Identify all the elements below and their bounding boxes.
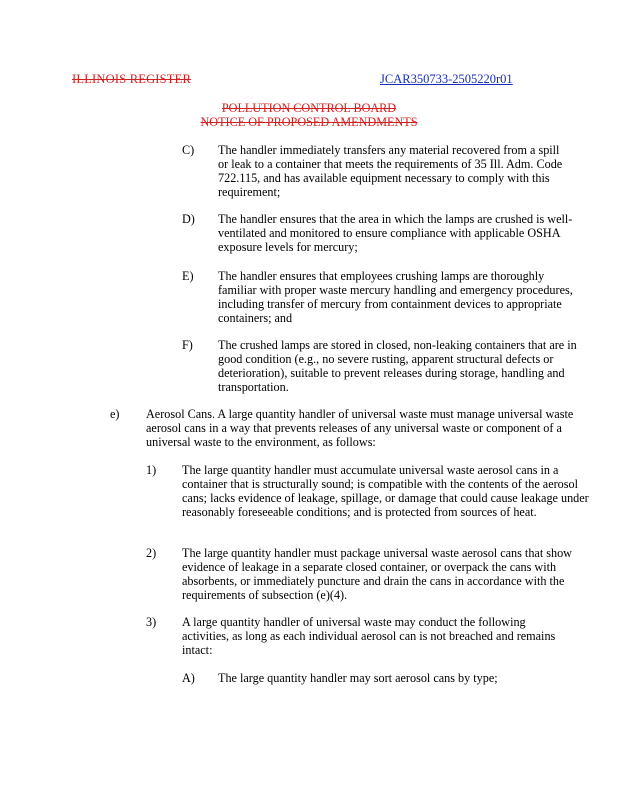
- item-text: The large quantity handler must accumulate universal waste aerosol cans in a container that is structurally sound; is compatible with the contents of the aerosol cans; lacks evidence of leakage, spillage, or damage that could cause leakage under reasonably foreseeable conditions; and is protected from sources of heat.: [182, 463, 589, 519]
- item-label: C): [182, 143, 195, 157]
- board-heading: [0, 101, 618, 129]
- item-label: 1): [146, 463, 157, 477]
- item-label: A): [182, 671, 195, 685]
- item-label: F): [182, 338, 193, 352]
- item-text: The large quantity handler may sort aerosol cans by type;: [218, 671, 498, 685]
- item-text: The handler ensures that the area in which the lamps are crushed is well-ventilated and monitored to ensure compliance with applicable OSHA exposure levels for mercury;: [218, 212, 573, 254]
- item-text: A large quantity handler of universal waste may conduct the following activities, as long as each individual aerosol can is not breached and remains intact:: [182, 615, 556, 657]
- notice-title: NOTICE OF PROPOSED AMENDMENTS: [200, 115, 418, 129]
- item-label: 2): [146, 546, 157, 560]
- item-label: 3): [146, 615, 157, 629]
- header-jcar-code[interactable]: JCAR350733-2505220r01: [380, 72, 513, 86]
- item-text: The handler immediately transfers any material recovered from a spill or leak to a container that meets the requirements of 35 Ill. Adm. Code 722.115, and has available equipment necessary to comply with this requirement;: [218, 143, 563, 199]
- item-text: The large quantity handler must package universal waste aerosol cans that show evidence of leakage in a separate closed container, or overpack the cans with absorbents, or immediately puncture and drain the cans in accordance with the requirements of subsection (e)(4).: [182, 546, 572, 602]
- item-label: E): [182, 269, 194, 283]
- item-label: e): [110, 407, 120, 421]
- board-name: POLLUTION CONTROL BOARD: [221, 101, 397, 115]
- header-register: ILLINOIS REGISTER: [72, 72, 192, 86]
- item-text: The handler ensures that employees crushing lamps are thoroughly familiar with proper waste mercury handling and emergency procedures, including transfer of mercury from containment devices to appropriate containers; and: [218, 269, 573, 325]
- item-text: The crushed lamps are stored in closed, non-leaking containers that are in good condition (e.g., no severe rusting, apparent structural defects or deterioration), suitable to prevent releases during storage, handling and transportation.: [218, 338, 577, 394]
- item-label: D): [182, 212, 195, 226]
- item-text: Aerosol Cans. A large quantity handler of universal waste must manage universal waste aerosol cans in a way that prevents releases of any universal waste or component of a universal waste to the environment, as follows:: [146, 407, 574, 449]
